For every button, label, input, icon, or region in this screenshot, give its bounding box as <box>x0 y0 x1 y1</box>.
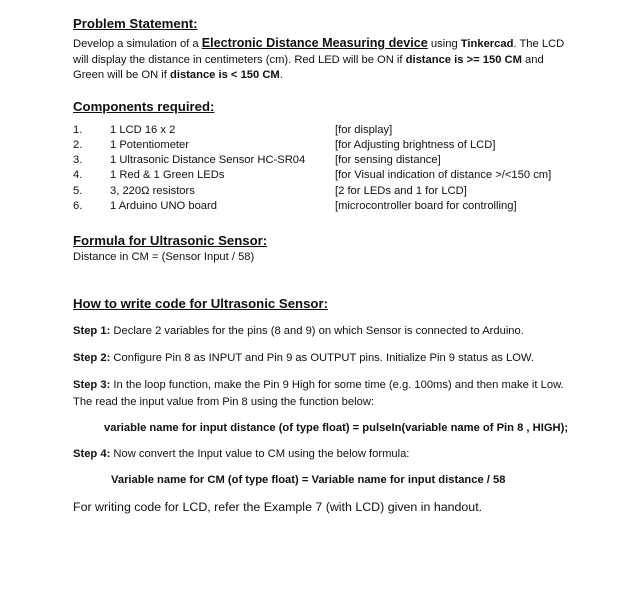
footer-note: For writing code for LCD, refer the Example 7 (with LCD) given in handout. <box>73 499 483 514</box>
item-name: 1 Arduino UNO board <box>110 199 217 212</box>
item-note: [for Visual indication of distance >/<150 cm] <box>335 169 552 182</box>
device-name: Electronic Distance Measuring device <box>201 36 428 50</box>
step-2 <box>73 350 573 367</box>
problem-text-part: Develop a simulation of a <box>73 38 202 50</box>
formula-text: Distance in CM = (Sensor Input / 58) <box>73 251 255 264</box>
cm-formula: Variable name for CM (of type float) = Variable name for input distance / 58 <box>111 473 506 486</box>
item-note: [for sensing distance] <box>335 154 441 167</box>
step-text: Declare 2 variables for the pins (8 and 9) on which Sensor is connected to Arduino. <box>110 324 524 337</box>
problem-text-part: and Green will be ON if <box>73 53 544 81</box>
components-list <box>73 123 573 215</box>
problem-text-part: . The LCD will display the distance in centimeters (cm). Red LED will be ON if <box>73 38 565 66</box>
problem-statement-text <box>73 36 573 84</box>
step-4 <box>73 446 573 463</box>
list-item <box>73 184 573 199</box>
step-label: Step 2: <box>73 351 111 364</box>
item-number: 2. <box>73 138 83 151</box>
step-text: In the loop function, make the Pin 9 High for some time (e.g. 100ms) and then make it Low. The read the input value from Pin 8 using the function below: <box>73 378 564 408</box>
step-label: Step 3: <box>73 378 111 391</box>
red-condition: distance is >= 150 CM <box>405 53 522 66</box>
problem-text-part: . <box>279 69 283 81</box>
step-1 <box>73 323 573 340</box>
list-item <box>73 123 573 138</box>
document-page <box>73 16 573 515</box>
tool-name: Tinkercad <box>460 38 514 50</box>
list-item <box>73 168 573 183</box>
step-text: Now convert the Input value to CM using the below formula: <box>110 447 410 460</box>
item-note: [2 for LEDs and 1 for LCD] <box>335 184 467 197</box>
item-note: [for display] <box>335 123 393 136</box>
green-condition: distance is < 150 CM <box>170 69 280 81</box>
item-name: 3, 220Ω resistors <box>110 184 195 197</box>
item-name: 1 LCD 16 x 2 <box>110 123 176 136</box>
item-name: 1 Ultrasonic Distance Sensor HC-SR04 <box>110 154 306 167</box>
item-name: 1 Red & 1 Green LEDs <box>110 169 225 182</box>
pulsein-formula: variable name for input distance (of type float) = pulseIn(variable name of Pin 8 , HIGH); <box>104 421 569 434</box>
step-label: Step 1: <box>73 324 111 337</box>
item-note: [for Adjusting brightness of LCD] <box>335 138 496 151</box>
list-item <box>73 153 573 168</box>
problem-text-part: using <box>427 38 461 50</box>
list-item <box>73 138 573 153</box>
item-number: 1. <box>73 123 83 136</box>
step-text: Configure Pin 8 as INPUT and Pin 9 as OUTPUT pins. Initialize Pin 9 status as LOW. <box>110 351 534 364</box>
item-number: 3. <box>73 154 83 167</box>
item-name: 1 Potentiometer <box>110 138 189 151</box>
components-heading: Components required: <box>73 98 215 114</box>
list-item <box>73 199 573 214</box>
item-number: 6. <box>73 199 83 212</box>
step-3 <box>73 377 573 411</box>
item-number: 4. <box>73 169 83 182</box>
formula-heading: Formula for Ultrasonic Sensor: <box>73 233 268 249</box>
item-note: [microcontroller board for controlling] <box>335 199 517 212</box>
step-label: Step 4: <box>73 447 111 460</box>
code-heading: How to write code for Ultrasonic Sensor: <box>73 295 328 311</box>
problem-statement-heading: Problem Statement: <box>73 16 198 31</box>
item-number: 5. <box>73 184 83 197</box>
